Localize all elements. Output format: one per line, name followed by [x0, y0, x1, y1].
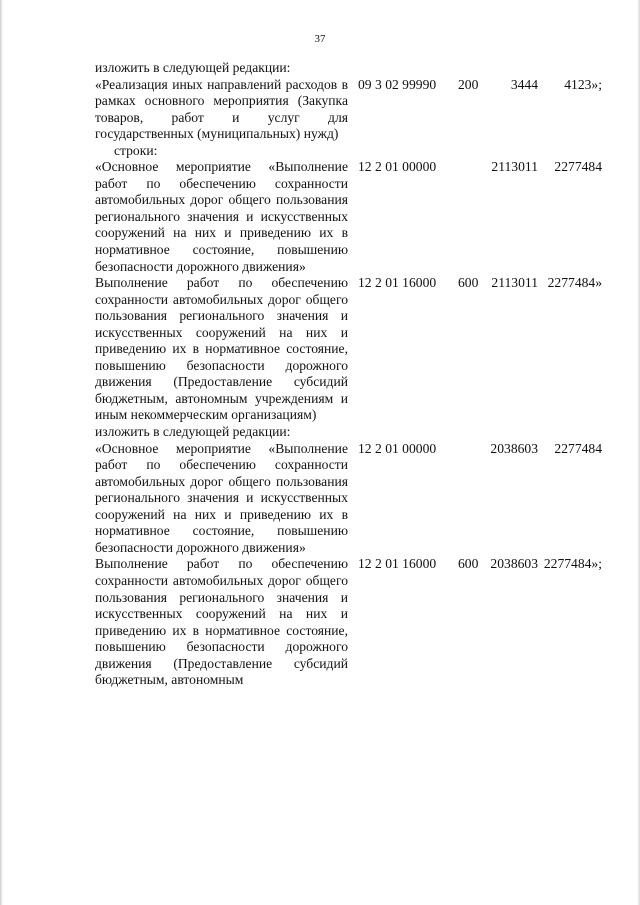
- row-description: «Реализация иных направлений расходов в рамках основного мероприятия (Закупка товаров, работ и услуг для государственных (муниципальных) нужд): [95, 76, 348, 142]
- row-amount-1: 2113011: [491, 159, 538, 175]
- row-code: 09 3 02 99990: [358, 76, 437, 92]
- row-amount-1: 2113011: [491, 275, 538, 291]
- scan-edge-left: [0, 0, 3, 905]
- row-amount-2: 2277484: [554, 440, 602, 456]
- row-amount-1: 2038603: [490, 440, 538, 456]
- row-code: 12 2 01 16000: [358, 556, 437, 572]
- row-code: 12 2 01 16000: [358, 275, 437, 291]
- row-amount-2: 2277484: [554, 159, 602, 175]
- page-number: 37: [314, 33, 326, 45]
- row-expense-type: 200: [458, 76, 479, 92]
- table-row: [95, 275, 625, 424]
- row-code: 12 2 01 00000: [358, 440, 437, 456]
- row-amount-2: 4123»;: [564, 76, 602, 92]
- row-expense-type: 600: [458, 275, 479, 291]
- document-body: [95, 60, 625, 689]
- table-row: [95, 556, 625, 688]
- table-row: [95, 441, 625, 557]
- row-expense-type: 600: [458, 556, 479, 572]
- table-row: [95, 77, 625, 143]
- row-amount-2: 2277484»;: [543, 556, 602, 572]
- row-amount-1: 2038603: [490, 556, 538, 572]
- instruction-line: изложить в следующей редакции:: [95, 60, 291, 75]
- table-row: [95, 159, 625, 275]
- row-amount-2: 2277484»: [547, 275, 602, 291]
- row-amount-1: 3444: [510, 76, 538, 92]
- row-description: Выполнение работ по обеспечению сохранности автомобильных дорог общего пользования регионального значения и искусственных сооружений на них и приведению их в нормативное состояние, повышению безопасности дорожного движения (Предоставление субсидий бюджетным, автономным учреждениям и иным некоммерческим организациям): [95, 275, 348, 423]
- row-code: 12 2 01 00000: [358, 159, 437, 175]
- row-description: «Основное мероприятие «Выполнение работ по обеспечению сохранности автомобильных дорог общего пользования регионального значения и искусственных сооружений на них и приведению их в нормативное состояние, повышению безопасности дорожного движения»: [95, 440, 348, 555]
- row-description: Выполнение работ по обеспечению сохранности автомобильных дорог общего пользования регионального значения и искусственных сооружений на них и приведению их в нормативное состояние, повышению безопасности дорожного движения (Предоставление субсидий бюджетным, автономным: [95, 556, 348, 688]
- row-description: «Основное мероприятие «Выполнение работ по обеспечению сохранности автомобильных дорог общего пользования регионального значения и искусственных сооружений на них и приведению их в нормативное состояние, повышению безопасности дорожного движения»: [95, 159, 348, 274]
- instruction-line: изложить в следующей редакции:: [95, 424, 291, 440]
- instruction-line: строки:: [114, 142, 158, 158]
